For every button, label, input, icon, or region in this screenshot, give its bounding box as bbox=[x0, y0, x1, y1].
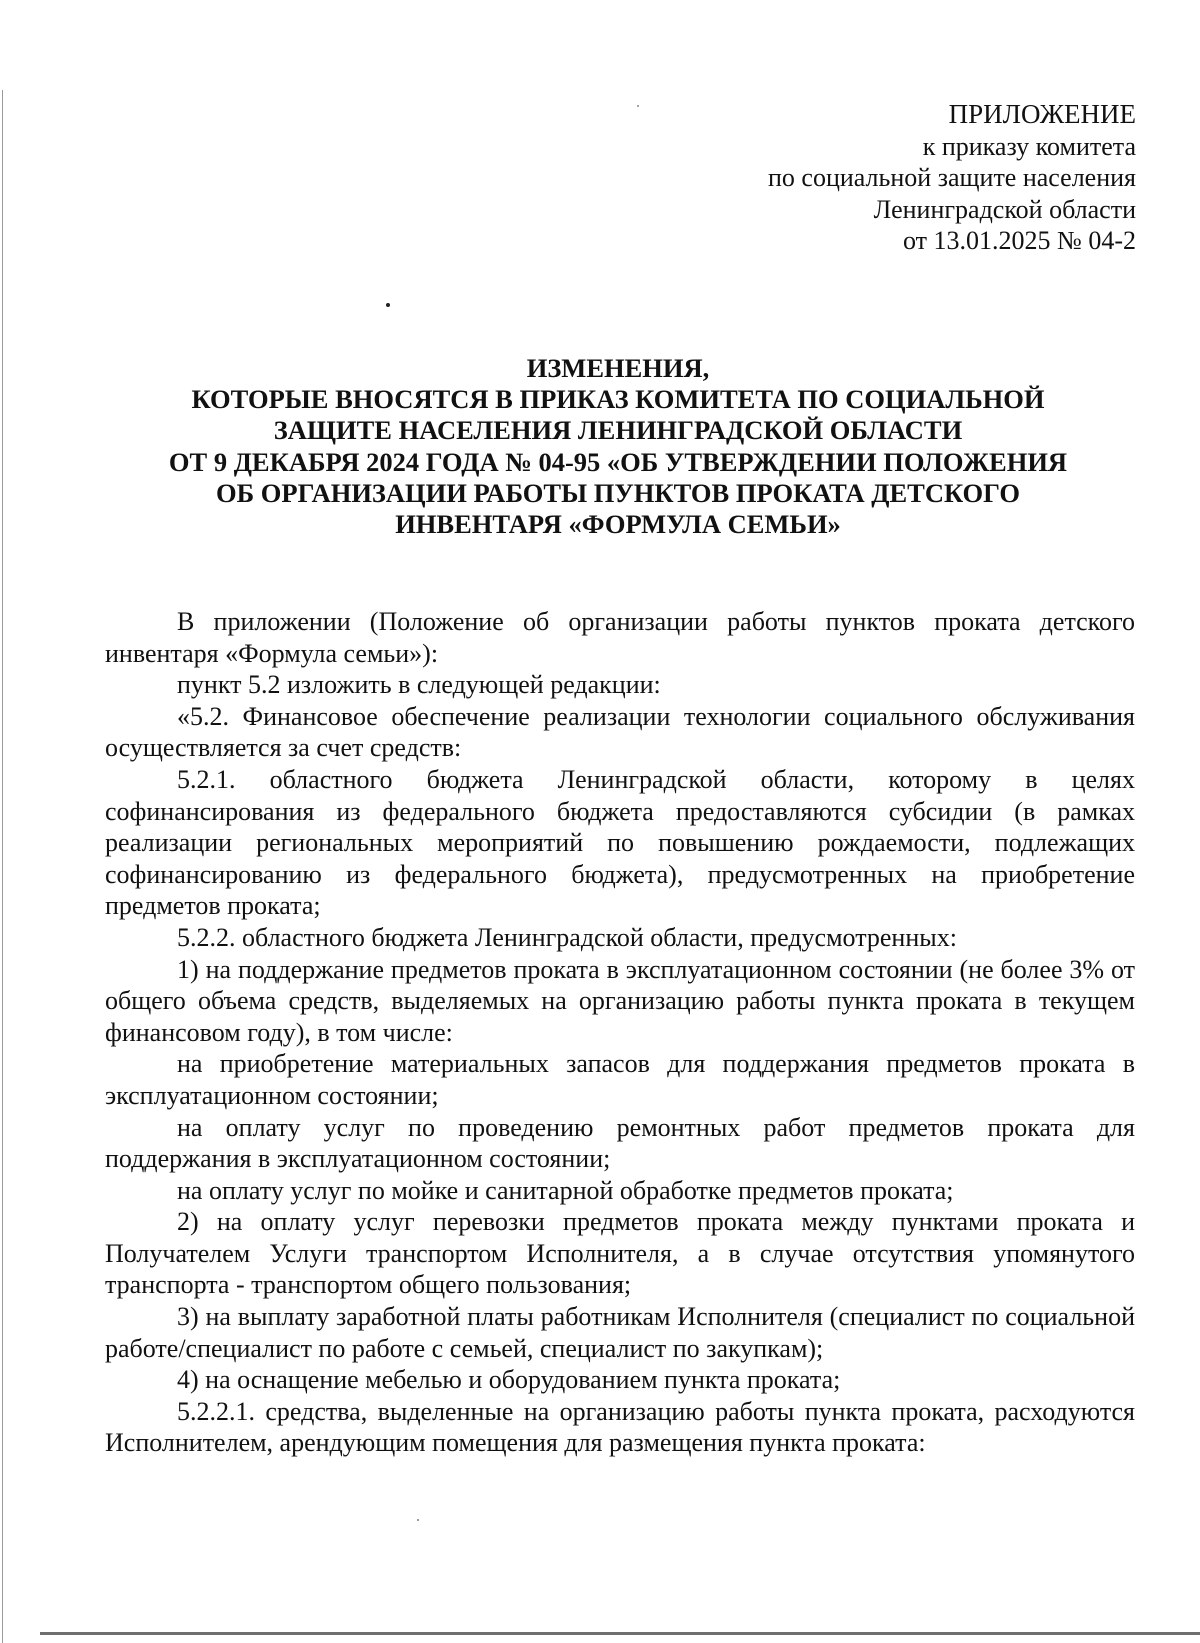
paragraph-clause-5-2-1: 5.2.1. областного бюджета Ленинградской области, которому в целях софинансирования из федерального бюджета предоставляются субсидии (в рамках реализации региональных мероприятий по повышению рождаемости, подлежащих софинансированию из федерального бюджета), предусмотренных на приобретение предметов проката; bbox=[105, 764, 1135, 921]
paragraph-clause-5-2: «5.2. Финансовое обеспечение реализации технологии социального обслуживания осуществляется за счет средств: bbox=[105, 701, 1135, 763]
title-line: ЗАЩИТЕ НАСЕЛЕНИЯ ЛЕНИНГРАДСКОЙ ОБЛАСТИ bbox=[273, 415, 963, 446]
title-line: ОТ 9 ДЕКАБРЯ 2024 ГОДА № 04-95 «ОБ УТВЕРЖДЕНИИ ПОЛОЖЕНИЯ bbox=[168, 446, 1068, 477]
paragraph: на оплату услуг по проведению ремонтных работ предметов проката для поддержания в эксплуатационном состоянии; bbox=[105, 1112, 1135, 1174]
document-body bbox=[105, 606, 1135, 1459]
paragraph: на приобретение материальных запасов для поддержания предметов проката в эксплуатационном состоянии; bbox=[105, 1049, 1135, 1110]
paragraph-item-2: 2) на оплату услуг перевозки предметов проката между пунктами проката и Получателем Услуги транспортом Исполнителя, а в случае отсутствия упомянутого транспорта - транспортом общего пользования; bbox=[105, 1207, 1135, 1300]
paragraph: на оплату услуг по мойке и санитарной обработке предметов проката; bbox=[177, 1175, 954, 1205]
paragraph-clause-5-2-2-1: 5.2.2.1. средства, выделенные на организацию работы пункта проката, расходуются Исполнителем, арендующим помещения для размещения пункта проката: bbox=[105, 1396, 1135, 1458]
appendix-date-number: от 13.01.2025 № 04-2 bbox=[903, 226, 1136, 255]
appendix-line: по социальной защите населения bbox=[767, 163, 1136, 192]
scan-speck bbox=[417, 1519, 419, 1521]
title-line: ИЗМЕНЕНИЯ, bbox=[526, 353, 710, 383]
scan-edge-bottom bbox=[40, 1632, 1200, 1635]
appendix-heading: ПРИЛОЖЕНИЕ bbox=[948, 99, 1136, 129]
appendix-line: Ленинградской области bbox=[873, 194, 1136, 224]
document-title bbox=[100, 353, 1136, 540]
paragraph-intro: В приложении (Положение об организации работы пунктов проката детского инвентаря «Формула семьи»): bbox=[105, 607, 1135, 668]
paragraph-item-3: 3) на выплату заработной платы работникам Исполнителя (специалист по социальной работе/специалист по работе с семьей, специалист по закупкам); bbox=[105, 1302, 1135, 1363]
paragraph-item-4: 4) на оснащение мебелью и оборудованием пункта проката; bbox=[177, 1365, 841, 1395]
scan-edge-left bbox=[2, 90, 3, 1643]
title-line: КОТОРЫЕ ВНОСЯТСЯ В ПРИКАЗ КОМИТЕТА ПО СОЦИАЛЬНОЙ bbox=[191, 384, 1045, 415]
scan-speck bbox=[386, 303, 390, 307]
paragraph: пункт 5.2 изложить в следующей редакции: bbox=[177, 670, 661, 700]
appendix-block bbox=[768, 99, 1136, 257]
paragraph-clause-5-2-2: 5.2.2. областного бюджета Ленинградской области, предусмотренных: bbox=[177, 922, 957, 952]
title-line: ИНВЕНТАРЯ «ФОРМУЛА СЕМЬИ» bbox=[395, 509, 841, 540]
scan-speck bbox=[637, 105, 639, 107]
appendix-line: к приказу комитета bbox=[922, 131, 1136, 161]
paragraph-item-1: 1) на поддержание предметов проката в эксплуатационном состоянии (не более 3% от общего объема средств, выделяемых на организацию работы пункта проката в текущем финансовом году), в том числе: bbox=[105, 954, 1135, 1047]
title-line: ОБ ОРГАНИЗАЦИИ РАБОТЫ ПУНКТОВ ПРОКАТА ДЕТСКОГО bbox=[216, 477, 1020, 508]
